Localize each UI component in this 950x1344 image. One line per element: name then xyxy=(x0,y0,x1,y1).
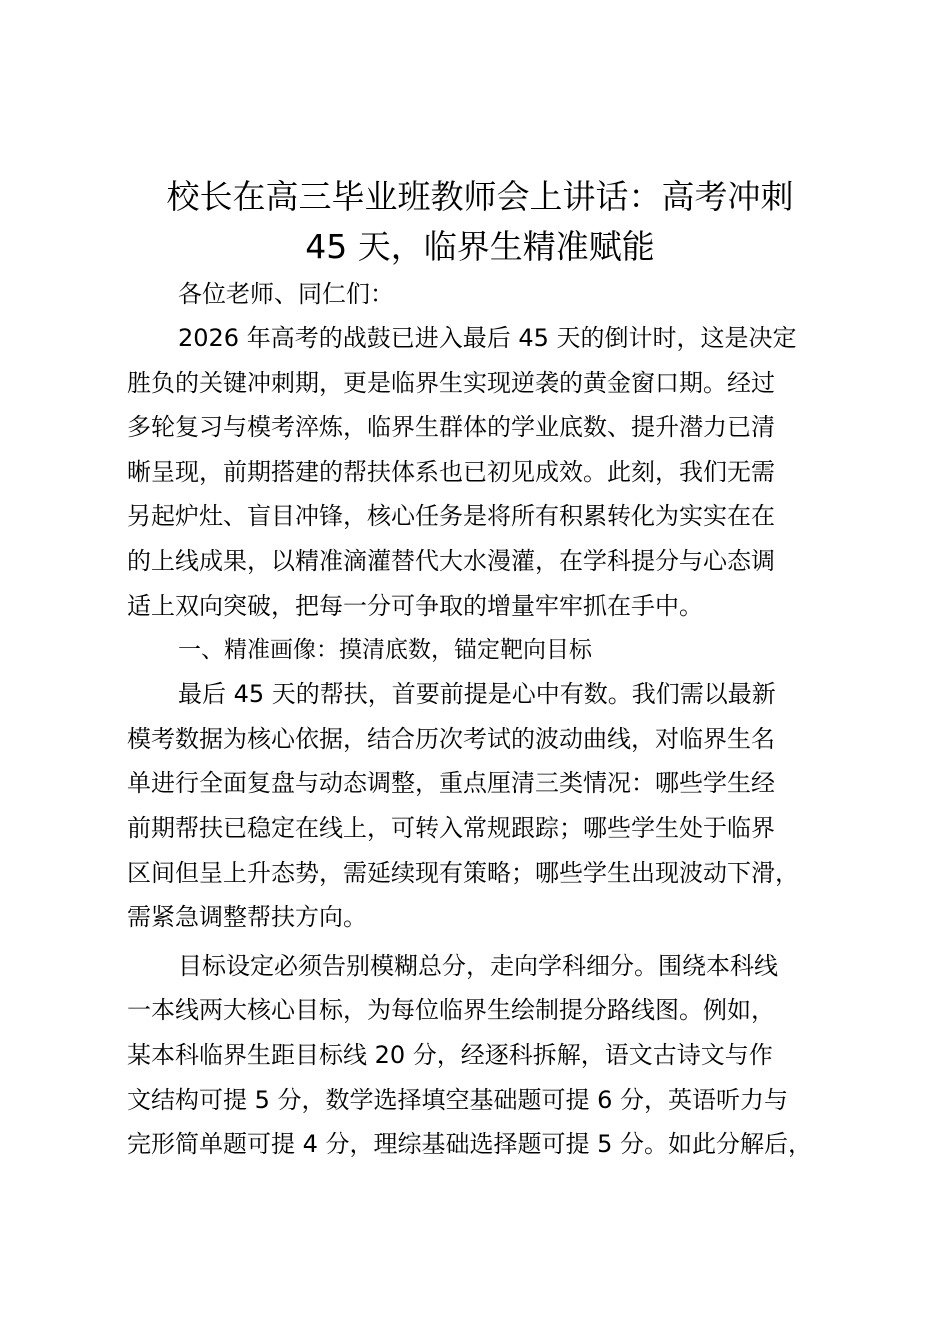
text-line: 模考数据为核心依据，结合历次考试的波动曲线，对临界生名 xyxy=(127,724,775,753)
text-line: 目标设定必须告别模糊总分，走向学科细分。围绕本科线 xyxy=(178,951,778,980)
text-line: 前期帮扶已稳定在线上，可转入常规跟踪；哪些学生处于临界 xyxy=(127,813,775,842)
text-line: 多轮复习与模考淬炼，临界生群体的学业底数、提升潜力已清 xyxy=(127,413,775,442)
paragraph-section1-a xyxy=(127,672,833,940)
text-line: 的上线成果，以精准滴灌替代大水漫灌，在学科提分与心态调 xyxy=(127,546,775,575)
text-line: 胜负的关键冲刺期，更是临界生实现逆袭的黄金窗口期。经过 xyxy=(127,368,775,397)
text-line: 需紧急调整帮扶方向。 xyxy=(127,903,367,932)
section-heading: 一、精准画像：摸清底数，锚定靶向目标 xyxy=(178,637,592,664)
paragraph-section1-b xyxy=(127,944,833,1167)
text-line: 文结构可提 5 分，数学选择填空基础题可提 6 分，英语听力与 xyxy=(127,1085,789,1114)
text-line: 一本线两大核心目标，为每位临界生绘制提分路线图。例如， xyxy=(127,996,775,1025)
salutation: 各位老师、同仁们： xyxy=(178,280,394,308)
title-line: 校长在高三毕业班教师会上讲话：高考冲刺 xyxy=(166,177,794,216)
text-line: 最后 45 天的帮扶，首要前提是心中有数。我们需以最新 xyxy=(178,680,776,709)
text-line: 某本科临界生距目标线 20 分，经逐科拆解，语文古诗文与作 xyxy=(127,1040,773,1069)
text-line: 晰呈现，前期搭建的帮扶体系也已初见成效。此刻，我们无需 xyxy=(127,457,775,486)
text-line: 另起炉灶、盲目冲锋，核心任务是将所有积累转化为实实在在 xyxy=(127,502,775,531)
title-line: 45 天，临界生精准赋能 xyxy=(305,227,655,266)
text-line: 单进行全面复盘与动态调整，重点厘清三类情况：哪些学生经 xyxy=(127,769,775,798)
document-page xyxy=(127,172,833,1167)
document-title xyxy=(127,172,833,272)
text-line: 2026 年高考的战鼓已进入最后 45 天的倒计时，这是决定 xyxy=(178,324,797,352)
paragraph-intro xyxy=(127,316,833,628)
text-line: 完形简单题可提 4 分，理综基础选择题可提 5 分。如此分解后， xyxy=(127,1130,813,1159)
text-line: 适上双向突破，把每一分可争取的增量牢牢抓在手中。 xyxy=(127,591,703,620)
text-line: 区间但呈上升态势，需延续现有策略；哪些学生出现波动下滑， xyxy=(127,858,799,887)
